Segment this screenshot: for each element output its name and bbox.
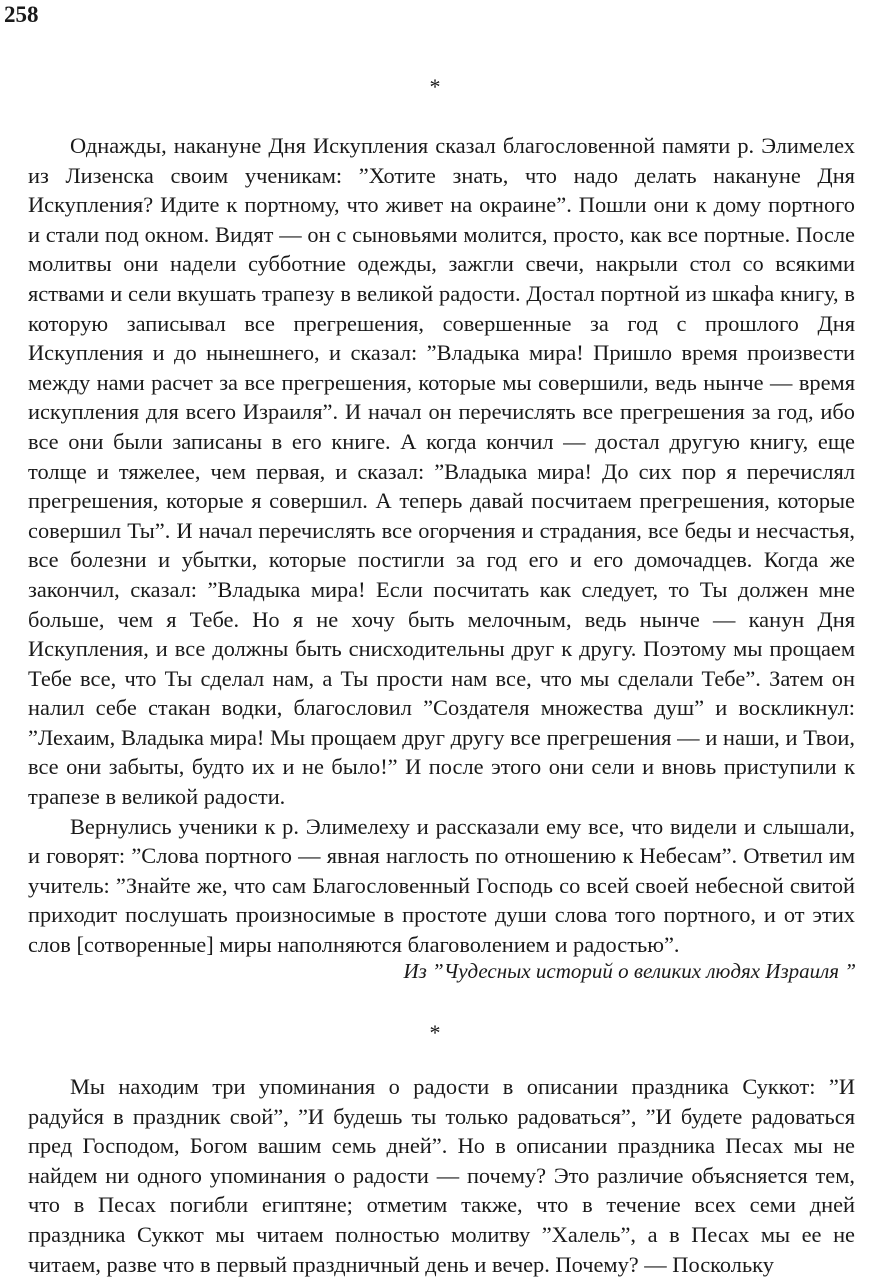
source-attribution: Из ”Чудесных историй о великих людях Израиля ” <box>403 959 856 983</box>
story-paragraph-1: Однажды, накануне Дня Искупления сказал благословенной памяти р. Элимелех из Лизенска своим ученикам: ”Хотите знать, что надо делать накануне Дня Искупления? Идите к портному, что живет на окраине”. Пошли они к дому портного и стали под окном. Видят — он с сыновьями молится, просто, как все портные. После молитвы они надели субботние одежды, зажгли свечи, накрыли стол со всякими яствами и сели вкушать трапезу в великой радости. Достал портной из шкафа книгу, в которую записывал все прегрешения, совершенные за год с прошлого Дня Искупления и до нынешнего, и сказал: ”Владыка мира! Пришло время произвести между нами расчет за все прегрешения, которые мы совершили, ведь нынче — время искупления для всего Израиля”. И начал он перечислять все прегрешения за год, ибо все они были записаны в его книге. А когда кончил — достал другую книгу, еще толще и тяжелее, чем первая, и сказал: ”Владыка мира! До сих пор я перечислял прегрешения, которые я совершил. А теперь давай посчитаем прегрешения, которые совершил Ты”. И начал перечислять все огорчения и страдания, все беды и несчастья, все болезни и убытки, которые постигли за год его и его домочадцев. Когда же закончил, сказал: ”Владыка мира! Если посчитать как следует, то Ты должен мне больше, чем я Тебе. Но я не хочу быть мелочным, ведь нынче — канун Дня Искупления, и все должны быть снисходительны друг к другу. Поэтому мы прощаем Тебе все, что Ты сделал нам, а Ты прости нам все, что мы сделали Тебе”. Затем он налил себе стакан водки, благословил ”Создателя множества душ” и воскликнул: ”Лехаим, Владыка мира! Мы прощаем друг другу все прегрешения — и наши, и Твои, все они забыты, будто их и не было!” И после этого они сели и вновь приступили к трапезе в великой радости. <box>28 133 855 810</box>
story-paragraph-2: Вернулись ученики к р. Элимелеху и рассказали ему все, что видели и слышали, и говорят: ”Слова портного — явная наглость по отношению к Небесам”. Ответил им учитель: ”Знайте же, что сам Благословенный Господь со всей своей небесной свитой приходит послушать произносимые в простоте души слова того портного, и от этих слов [сотворенные] миры наполняются благоволением и радостью”. <box>28 813 855 958</box>
page-number: 258 <box>4 2 39 27</box>
second-passage-paragraph-1: Мы находим три упоминания о радости в описании праздника Суккот: ”И радуйся в праздник свой”, ”И будешь ты только радоваться”, ”И будете радоваться пред Господом, Богом вашим семь дней”. Но в описании праздника Песах мы не найдем ни одного упоминания о радости — почему? Это различие объясняется тем, что в Песах погибли египтяне; отметим также, что в течение всех семи дней праздника Суккот мы читаем полностью молитву ”Халель”, а в Песах мы ее не читаем, разве что в первый праздничный день и вечер. Почему? — Поскольку <box>28 1074 855 1277</box>
section-separator-2: * <box>429 1020 441 1045</box>
story-section <box>28 131 855 960</box>
section-separator: * <box>429 74 441 99</box>
second-passage <box>28 1072 855 1279</box>
